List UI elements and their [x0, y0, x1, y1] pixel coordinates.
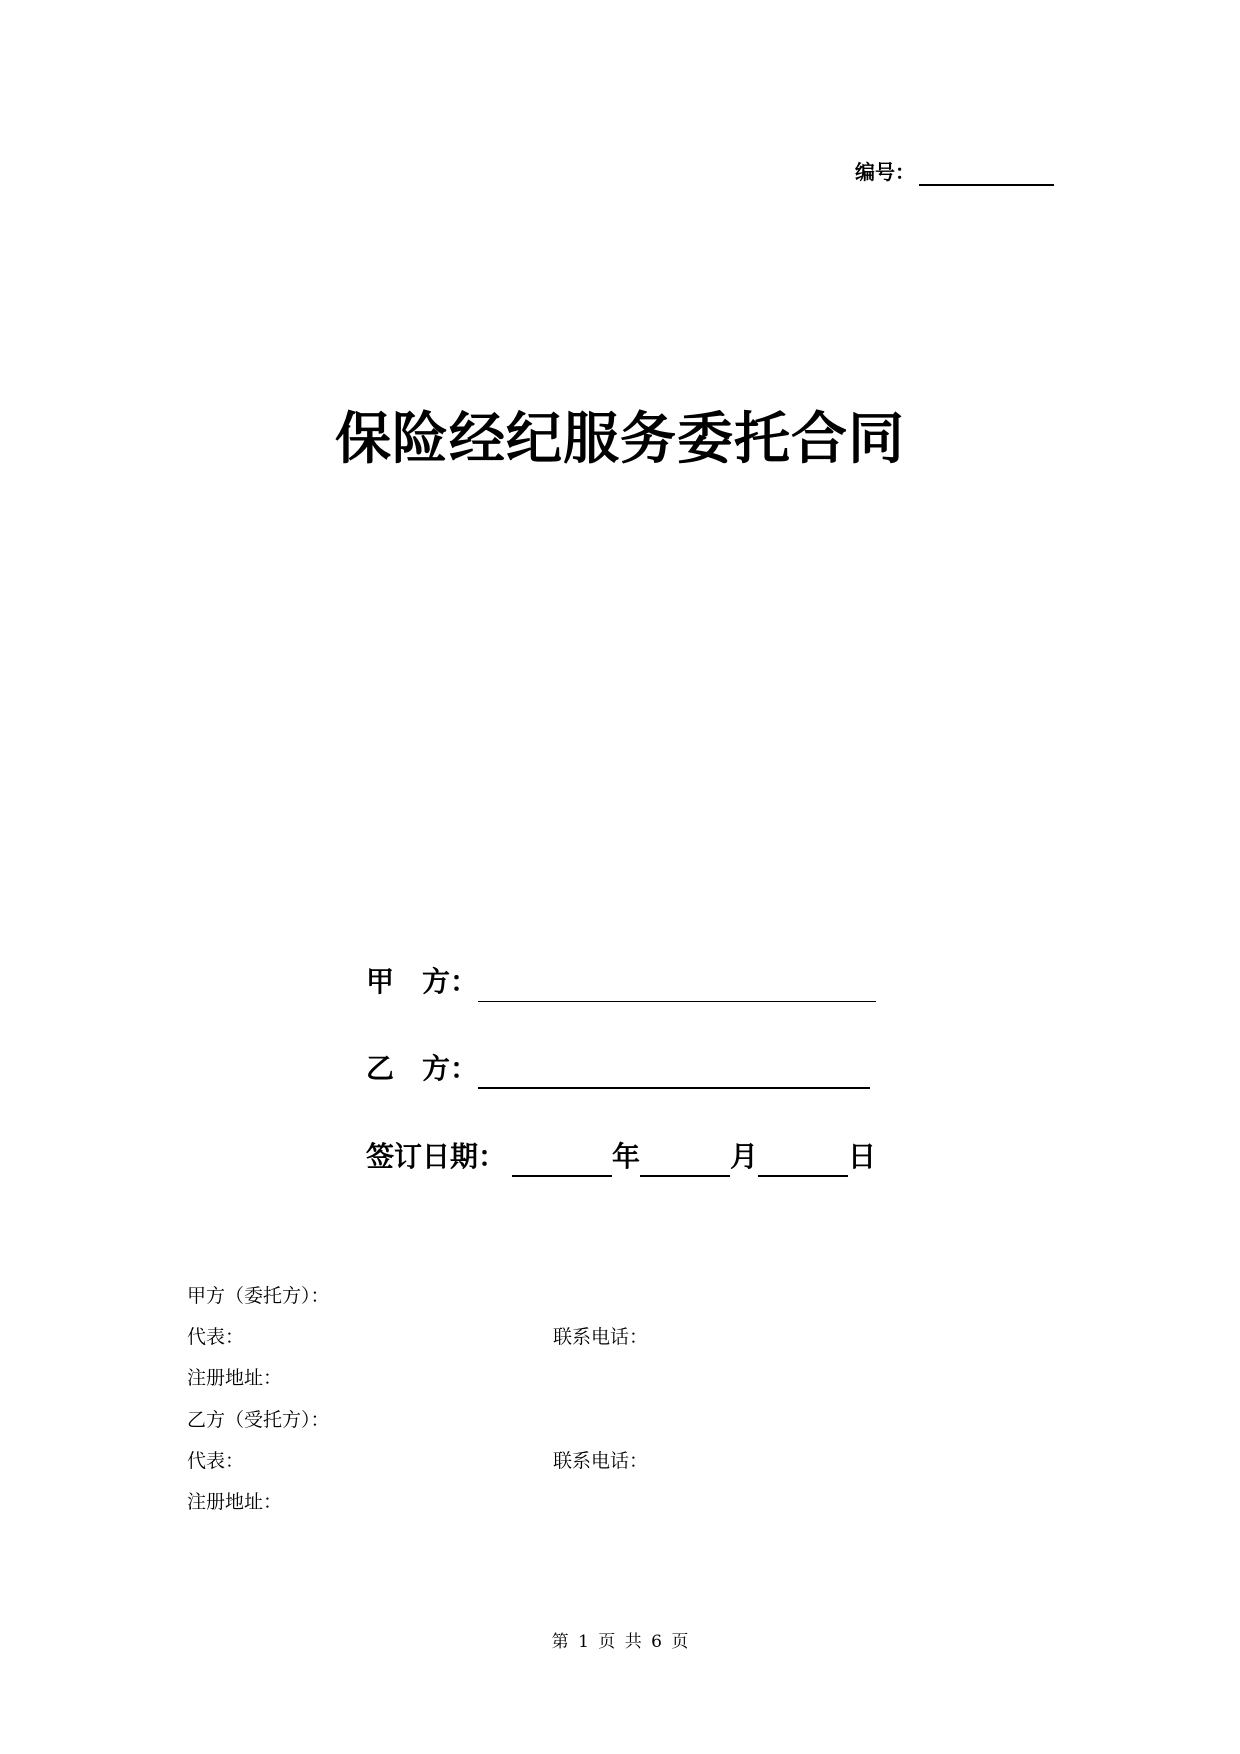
document-number [855, 158, 1054, 186]
party-a-phone: 联系电话： [553, 1326, 649, 1348]
sign-date-month-blank[interactable] [640, 1145, 730, 1177]
page-footer: 第 1 页 共 6 页 [551, 1632, 689, 1652]
sign-date-year-label: 年 [612, 1140, 641, 1173]
sign-date-day-blank[interactable] [758, 1145, 848, 1177]
cover-party-b-blank[interactable] [478, 1057, 870, 1089]
party-b-address: 注册地址： [187, 1491, 283, 1513]
cover-party-b [366, 1049, 870, 1089]
cover-party-a [366, 962, 876, 1002]
party-a-title: 甲方（委托方）： [187, 1285, 330, 1307]
document-number-label: 编号： [855, 160, 915, 184]
party-b-representative: 代表： [187, 1450, 245, 1472]
party-b-phone: 联系电话： [553, 1450, 649, 1472]
cover-sign-date [366, 1137, 876, 1177]
document-number-blank[interactable] [919, 164, 1054, 186]
party-b-title: 乙方（受托方）： [187, 1409, 330, 1431]
sign-date-day-label: 日 [848, 1140, 877, 1173]
sign-date-month-label: 月 [730, 1140, 759, 1173]
document-title: 保险经纪服务委托合同 [335, 407, 905, 472]
party-a-address: 注册地址： [187, 1367, 283, 1389]
sign-date-label: 签订日期： [366, 1140, 507, 1173]
cover-party-a-blank[interactable] [478, 971, 876, 1002]
cover-party-a-label: 甲 方： [366, 965, 479, 998]
cover-party-b-label: 乙 方： [366, 1052, 479, 1085]
sign-date-year-blank[interactable] [512, 1145, 612, 1177]
party-a-representative: 代表： [187, 1326, 245, 1348]
